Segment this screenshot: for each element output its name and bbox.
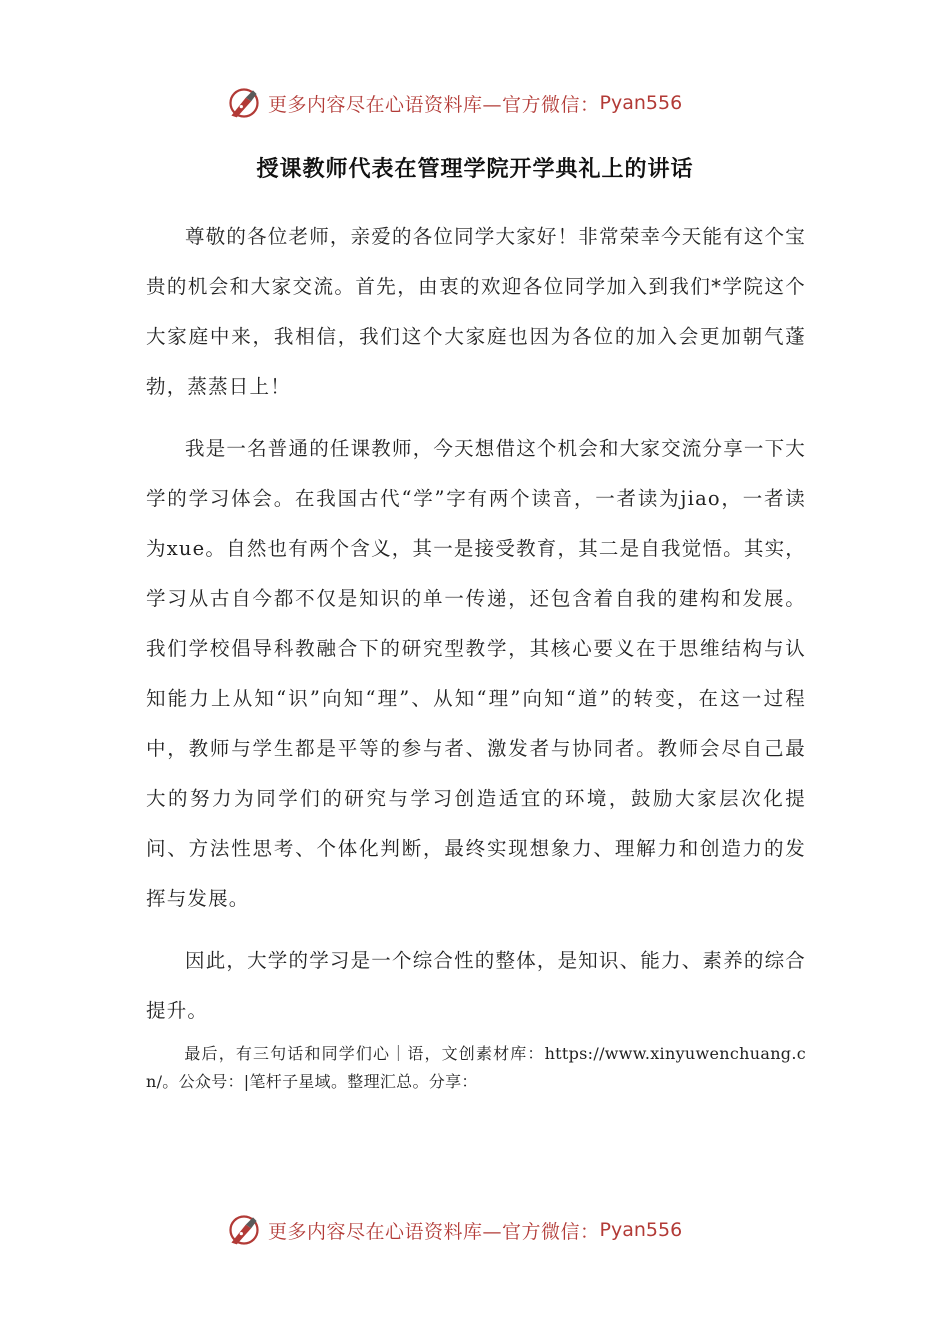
paragraph-3: 因此，大学的学习是一个综合性的整体，是知识、能力、素养的综合提升。 (146, 949, 807, 1022)
document-title: 授课教师代表在管理学院开学典礼上的讲话 (256, 157, 694, 182)
footer-banner (0, 1210, 950, 1250)
banner-wechat-id: Pyan556 (599, 92, 683, 114)
banner-text: 更多内容尽在心语资料库—官方微信： (268, 93, 600, 116)
pen-nib-logo-icon (226, 85, 262, 121)
closing-note: 最后，有三句话和同学们心｜语，文创素材库：https://www.xinyuwenchuang.cn/。公众号：|笔杆子星域。整理汇总。分享： (146, 1044, 806, 1091)
document-body (146, 212, 806, 1036)
paragraph-2: 我是一名普通的任课教师，今天想借这个机会和大家交流分享一下大学的学习体会。在我国古代“学”字有两个读音，一者读为jiao，一者读为xue。自然也有两个含义，其一是接受教育，其二是自我觉悟。其实，学习从古自今都不仅是知识的单一传递，还包含着自我的建构和发展。我们学校倡导科教融合下的研究型教学，其核心要义在于思维结构与认知能力上从知“识”向知“理”、从知“理”向知“道”的转变，在这一过程中，教师与学生都是平等的参与者、激发者与协同者。教师会尽自己最大的努力为同学们的研究与学习创造适宜的环境，鼓励大家层次化提问、方法性思考、个体化判断，最终实现想象力、理解力和创造力的发挥与发展。 (146, 437, 807, 910)
banner-text: 更多内容尽在心语资料库—官方微信： (268, 1220, 600, 1243)
header-banner (0, 83, 950, 123)
banner-wechat-id: Pyan556 (599, 1219, 683, 1241)
paragraph-1: 尊敬的各位老师，亲爱的各位同学大家好！非常荣幸今天能有这个宝贵的机会和大家交流。首先，由衷的欢迎各位同学加入到我们*学院这个大家庭中来，我相信，我们这个大家庭也因为各位的加入会更加朝气蓬勃，蒸蒸日上！ (146, 225, 807, 398)
pen-nib-logo-icon (226, 1212, 262, 1248)
